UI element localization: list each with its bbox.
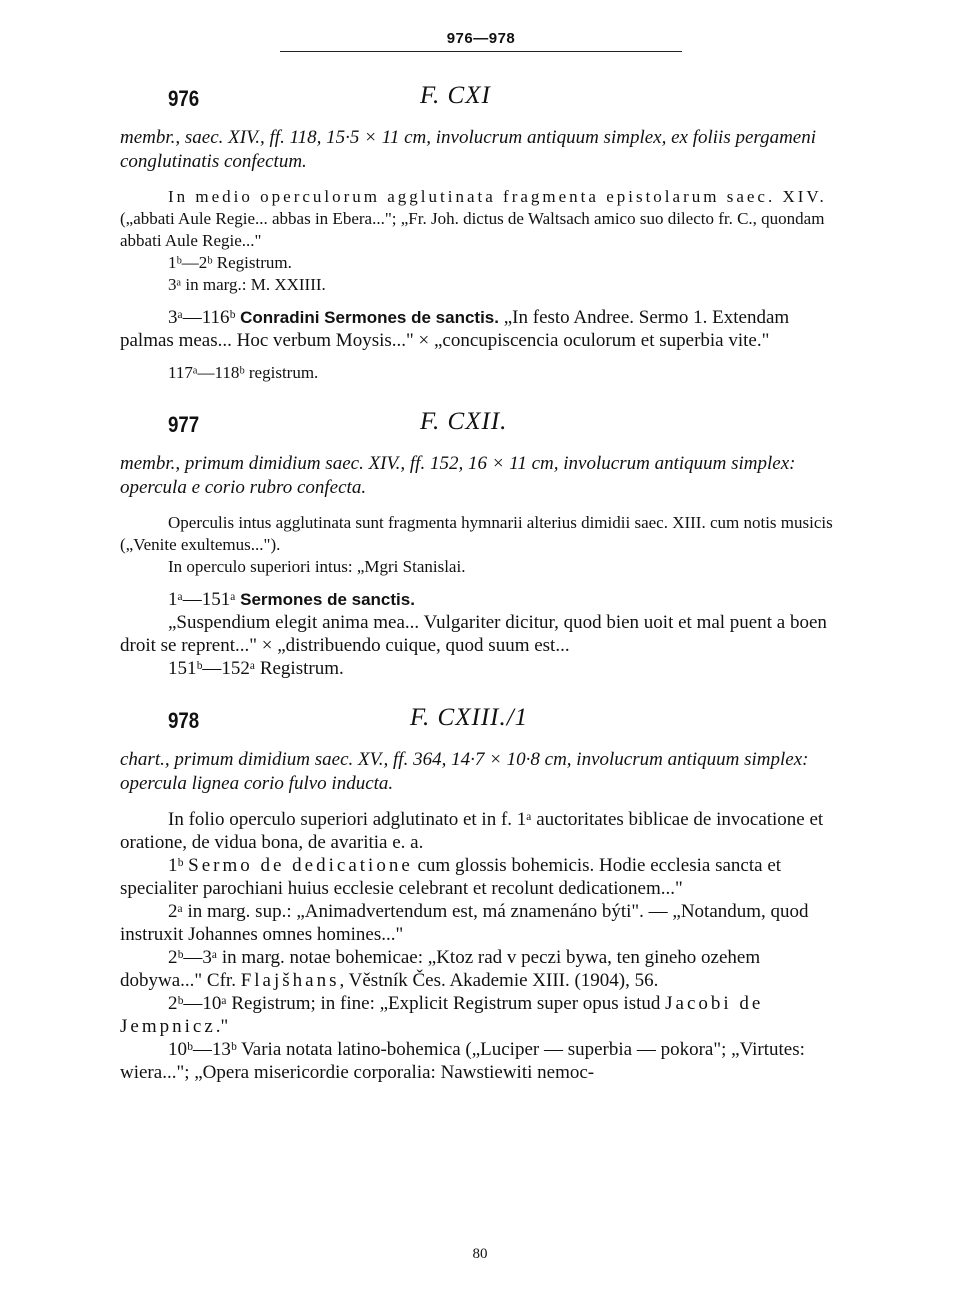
paragraph: In medio operculorum agglutinata fragmenta epistolarum saec. XIV. („abbati Aule Regie... abbas in Ebera..."; „Fr. Joh. dictus de Waltsach amico suo dilecto fr. C., quondam abbati Aule Regie..." — [120, 187, 827, 250]
entry-heading — [120, 82, 842, 118]
line: In operculo superiori intus: „Mgri Stanislai. — [168, 557, 466, 576]
line: 1ᵇ—2ᵇ Registrum. — [168, 253, 292, 272]
entry-heading — [120, 408, 842, 444]
entry-number: 976 — [168, 86, 200, 111]
entry-description: membr., saec. XIV., ff. 118, 15·5 × 11 cm, involucrum antiquum simplex, ex foliis pergameni conglutinatis confectum. — [120, 127, 817, 172]
line: 151ᵇ—152ᵃ Registrum. — [168, 658, 344, 679]
paragraph: 2ᵇ—10ᵃ Registrum; in fine: „Explicit Registrum super opus istud Jacobi de Jempnicz." — [120, 993, 764, 1037]
running-head: 976—978 — [280, 30, 682, 52]
paragraph: Operculis intus agglutinata sunt fragmenta hymnarii alterius dimidii saec. XIII. cum notis musicis („Venite exultemus..."). — [120, 513, 833, 554]
page-body — [120, 30, 842, 1084]
page-number: 80 — [472, 1246, 488, 1262]
paragraph: 10ᵇ—13ᵇ Varia notata latino-bohemica („Luciper — superbia — pokora"; „Virtutes: wiera..."; „Opera misericordie corporalia: Nawstiewiti nemoc- — [120, 1039, 805, 1083]
entry-description: membr., primum dimidium saec. XIV., ff. 152, 16 × 11 cm, involucrum antiquum simplex: opercula e corio rubro confecta. — [120, 453, 796, 498]
paragraph: „Suspendium elegit anima mea... Vulgariter dicitur, quod bien uoit et mal puent a boen droit se reprent..." × „distribuendo cuique, quod suum est... — [120, 612, 827, 656]
paragraph: 1ᵇ Sermo de dedicatione cum glossis bohemicis. Hodie ecclesia sancta et specialiter parochiani huius ecclesie celebrant et recolunt dedicationem..." — [120, 855, 782, 899]
entry-heading — [120, 704, 842, 740]
entry-signature: F. CXI — [420, 82, 491, 109]
line: 3ᵃ in marg.: M. XXIIII. — [168, 275, 326, 294]
paragraph: In folio operculo superiori adglutinato et in f. 1ᵃ auctoritates biblicae de invocatione et oratione, de vidua bona, de avaritia e. a. — [120, 809, 824, 853]
entry-signature: F. CXII. — [420, 408, 508, 435]
work-title: Sermones de sanctis. — [240, 590, 415, 609]
line: 1ᵃ—151ᵃ Sermones de sanctis. — [168, 589, 415, 610]
line: 117ᵃ—118ᵇ registrum. — [168, 363, 319, 382]
paragraph: 2ᵃ in marg. sup.: „Animadvertendum est, má znamenáno býti". — „Notandum, quod instruxit Johannes omnes homines..." — [120, 901, 809, 945]
paragraph: 2ᵇ—3ᵃ in marg. notae bohemicae: „Ktoz rad v peczi bywa, ten gineho ozehem dobywa..." Cfr. Flajšhans, Věstník Čes. Akademie XIII. (1904), 56. — [120, 947, 761, 991]
paragraph: 3ᵃ—116ᵇ Conradini Sermones de sanctis. „In festo Andree. Sermo 1. Extendam palmas meas... Hoc verbum Moysis..." × „concupiscencia oculorum et superbia vite." — [120, 307, 790, 351]
entry-signature: F. CXIII./1 — [410, 704, 529, 731]
entry-number: 978 — [168, 708, 200, 733]
work-title: Conradini Sermones de sanctis. — [240, 308, 499, 327]
entry-description: chart., primum dimidium saec. XV., ff. 364, 14·7 × 10·8 cm, involucrum antiquum simplex: opercula lignea corio fulvo inducta. — [120, 749, 809, 794]
entry-number: 977 — [168, 412, 200, 437]
